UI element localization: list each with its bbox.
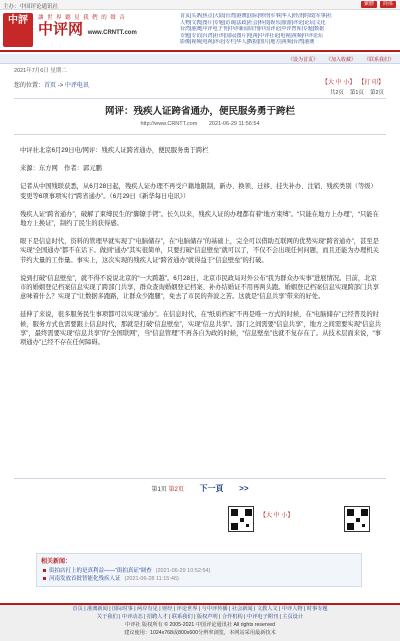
paragraph: 来源：东方网 作者：郭元鹏 — [20, 165, 102, 173]
nav-row[interactable]: 首页|头条|焦点|大陆|台湾|港澳|国际|财经|军事|华人|经济|时政|军事|社 — [180, 13, 332, 19]
breadcrumb-home[interactable]: 首页 — [44, 83, 57, 89]
top-nav — [180, 13, 397, 46]
footer-nav-2: 关于我们 | 中评动态 | 招聘人才 | 联系我们 | 版权声明 | 合作机构 | 中评电子期刊 | 主页设计 — [96, 614, 304, 620]
footer-link[interactable]: 中评电子期刊 — [246, 614, 279, 620]
footer-copyright: 中评社 版权所有 © 2005-2021 中国评论通讯社 All rights reserved — [125, 622, 275, 628]
page-2-link[interactable]: 第2页 — [168, 487, 184, 493]
print-button[interactable]: 【打 印】 — [358, 80, 384, 86]
site-host-label: 主办：中国评论通讯社 — [3, 4, 59, 10]
logo[interactable] — [38, 13, 137, 38]
nav-row[interactable]: 专题|专访|台湾|社评|国际|图片|电视|中评社论|电视|视频|中评论坛 — [180, 32, 323, 39]
related-title[interactable]: 河南发放首批智能化残疾人证 — [49, 576, 121, 582]
footer-note: 建议使用：1024x768或800x600分辨率浏览，本网站采用最新技术 — [124, 630, 276, 636]
footer-link[interactable]: 文教人文 — [256, 606, 278, 612]
breadcrumb-section[interactable]: 中评电讯 — [64, 83, 89, 89]
nav-row[interactable]: 台湾|港澳|中评电子刊|中评新闻周刊|中国评论|中评智库|专题|数据 — [180, 26, 325, 33]
footer-link[interactable]: 中评动态 — [121, 614, 143, 620]
divider — [14, 478, 386, 479]
paragraph: 记者从中国残联获悉，从6月28日起，残疾人证办理不再受户籍地限制，新办、换领、迁移、挂失补办、注销、残疾类别（等级）变更等6项事项实行“跨省通办”。（6月29日《新华每日电讯》） — [20, 183, 377, 200]
script-switch — [361, 1, 396, 8]
page-1-link[interactable]: 第1页 — [349, 90, 364, 96]
article-meta — [0, 121, 400, 127]
logo-seal[interactable]: 中評 — [3, 13, 33, 47]
related-item[interactable] — [37, 575, 361, 583]
utility-bar — [0, 54, 400, 64]
next-page-button[interactable]: 下一頁 — [199, 484, 224, 493]
page-count: 共2页 — [329, 90, 344, 96]
paragraph: 说到打破“信息壁垒”，就不得不说说北京的“一大跨越”。6月28日，北京市民政局对外公布“我为群众办实事”进展情况。目前，北京市的婚姻登记档案信息实现了跨部门共享，群众查询婚姻登记档案、补办结婚证不用再两头跑。婚姻登记档案信息实现跨部门共享意味着什么？实现了“让数据多跑路，让群众少跑腿”，免去了市民的奔波之苦。这就是“信息共享”带来的好处。 — [20, 274, 379, 301]
footer-link[interactable]: 版权声明 — [196, 614, 218, 620]
pagination — [0, 483, 400, 494]
paragraph: 延伸了来说，很多服务民生事项都可以实现“通办”。在信息时代，在“纸质档案”不再是唯一方式的时候，在“电脑储存”已经普及的时候，服务方式也需要跟上信息时代，那就是打破“信息壁垒”，实现“信息共享”。部门之间需要“信息共享”，地方之间需要实现“信息共享”，最终需要实现“信息共享”的“全国联网”，当“信息管理”不再各自为政的时候，“信息壁垒”也就不复存在了。从技术层面来说，“事项通办”已经不存在任何障碍。 — [20, 311, 382, 347]
add-favorite-link[interactable]: 《加入收藏》 — [325, 57, 356, 63]
article-title: 网评：残疾人证跨省通办，便民服务勇于跨栏 — [104, 106, 295, 117]
related-time: (2021-06-28 11:15:46) — [124, 576, 179, 582]
top-strip — [0, 0, 400, 10]
footer-link[interactable]: 与中评传播 — [201, 606, 228, 612]
related-news — [36, 553, 362, 587]
footer-link[interactable]: 两岸有见 — [137, 606, 158, 612]
site-footer — [0, 603, 400, 641]
site-header — [0, 10, 400, 52]
traditional-button[interactable]: 繁體 — [361, 1, 377, 8]
simplified-button[interactable]: 简体 — [380, 1, 396, 8]
paragraph: 眼下是信息时代，资料的管理早就实现了“电脑储存”，在“电脑储存”的基础上，完全可以借助互联网的优势实现“跨省通办”，甚至是实现“全国通办”都不在话下。做到“通办”其实很简单，只要打破“信息壁垒”就可以了，不仅不会出现任何问题，而且还能为办理机关节约大量的工作量。事实上，这次实现的残疾人证“跨省通办”就得益于“信息壁垒”的打破。 — [20, 238, 379, 264]
footer-link[interactable]: 中评人物 — [281, 606, 303, 612]
related-time: (2021-06-29 10:52:54) — [155, 568, 211, 574]
footer-link[interactable]: 合作机构 — [221, 614, 243, 620]
page-1-link[interactable]: 第1页 — [151, 487, 167, 493]
footer-link[interactable]: 港澳新闻 — [87, 606, 108, 612]
related-item[interactable] — [37, 567, 361, 575]
qr-code-icon — [344, 506, 370, 532]
publish-time: 2021-06-29 11:56:54 — [208, 121, 260, 127]
footer-link[interactable]: 时事专题 — [306, 606, 328, 612]
logo-tagline: 讓 世 界 聽 見 我 們 的 聲 音 — [38, 15, 126, 21]
footer-nav-1: 首页 | 港澳新闻 | 国际时事 | 两岸有见 | 财经 | 评论世界 | 与中评传播 | 社会新闻 | 文教人文 | 中评人物 | 时事专题 — [72, 606, 328, 612]
footer-link[interactable]: 联系我们 — [171, 614, 193, 620]
contact-us-link[interactable]: 《联系我们》 — [363, 57, 394, 63]
related-heading: 相关新闻： — [41, 559, 72, 565]
article-body — [20, 146, 382, 356]
next-page-arrow[interactable]: >> — [239, 484, 249, 493]
footer-link[interactable]: 首页 — [72, 606, 83, 612]
font-size-control[interactable]: 【大 中 小】 — [321, 80, 356, 86]
footer-link[interactable]: 主页设计 — [282, 614, 304, 620]
footer-link[interactable]: 财经 — [162, 606, 173, 612]
footer-link[interactable]: 国际时事 — [112, 606, 133, 612]
qr-code-icon — [228, 506, 254, 532]
paragraph: 中评社北京6月29日电/网评：残疾人证跨省通办，便民服务勇于跨栏 — [20, 147, 209, 154]
nav-row[interactable]: 人物|文教|图片|专题|访谈|法政|社会|科技|娱乐|旅游|评论|论坛|文化 — [180, 19, 326, 26]
nav-row[interactable]: 影像|视频|电视|评论|专栏|华人|数据|图片|地方|视频|台湾|港澳 — [180, 39, 315, 46]
logo-name: 中评网 — [38, 20, 84, 38]
bullet-icon — [43, 577, 46, 580]
breadcrumb — [14, 80, 89, 89]
current-date: 2021年7月6日 星期二 — [14, 68, 67, 74]
bullet-icon — [43, 569, 46, 572]
source-site: http://www.CRNTT.com — [140, 121, 198, 127]
logo-url: www.CRNTT.com — [87, 30, 137, 36]
divider — [14, 134, 386, 135]
breadcrumb-label: 您的位置： — [14, 83, 45, 89]
footer-link[interactable]: 招聘人才 — [146, 614, 168, 620]
page-2-link[interactable]: 第2页 — [369, 90, 384, 96]
footer-link[interactable]: 评论世界 — [176, 606, 198, 612]
footer-link[interactable]: 关于我们 — [96, 614, 118, 620]
related-title[interactable]: 街拍店打上的是真利益——“街拍真证”调查 — [49, 568, 152, 574]
breadcrumb-sep: -> — [56, 83, 65, 89]
set-homepage-link[interactable]: 《设为首页》 — [287, 57, 318, 63]
footer-link[interactable]: 社会新闻 — [231, 606, 253, 612]
divider — [14, 98, 386, 99]
bottom-font-size-control[interactable]: 【大 中 小】 — [260, 513, 294, 519]
paragraph: 残疾人证“跨省通办”，破解了束缚民生的“脚镣手铐”。长久以来，残疾人证的办理都有着“地方束缚”。“只能在地方上办理”，“只能在地方上换证”，制约了民生的获得感。 — [20, 210, 379, 228]
